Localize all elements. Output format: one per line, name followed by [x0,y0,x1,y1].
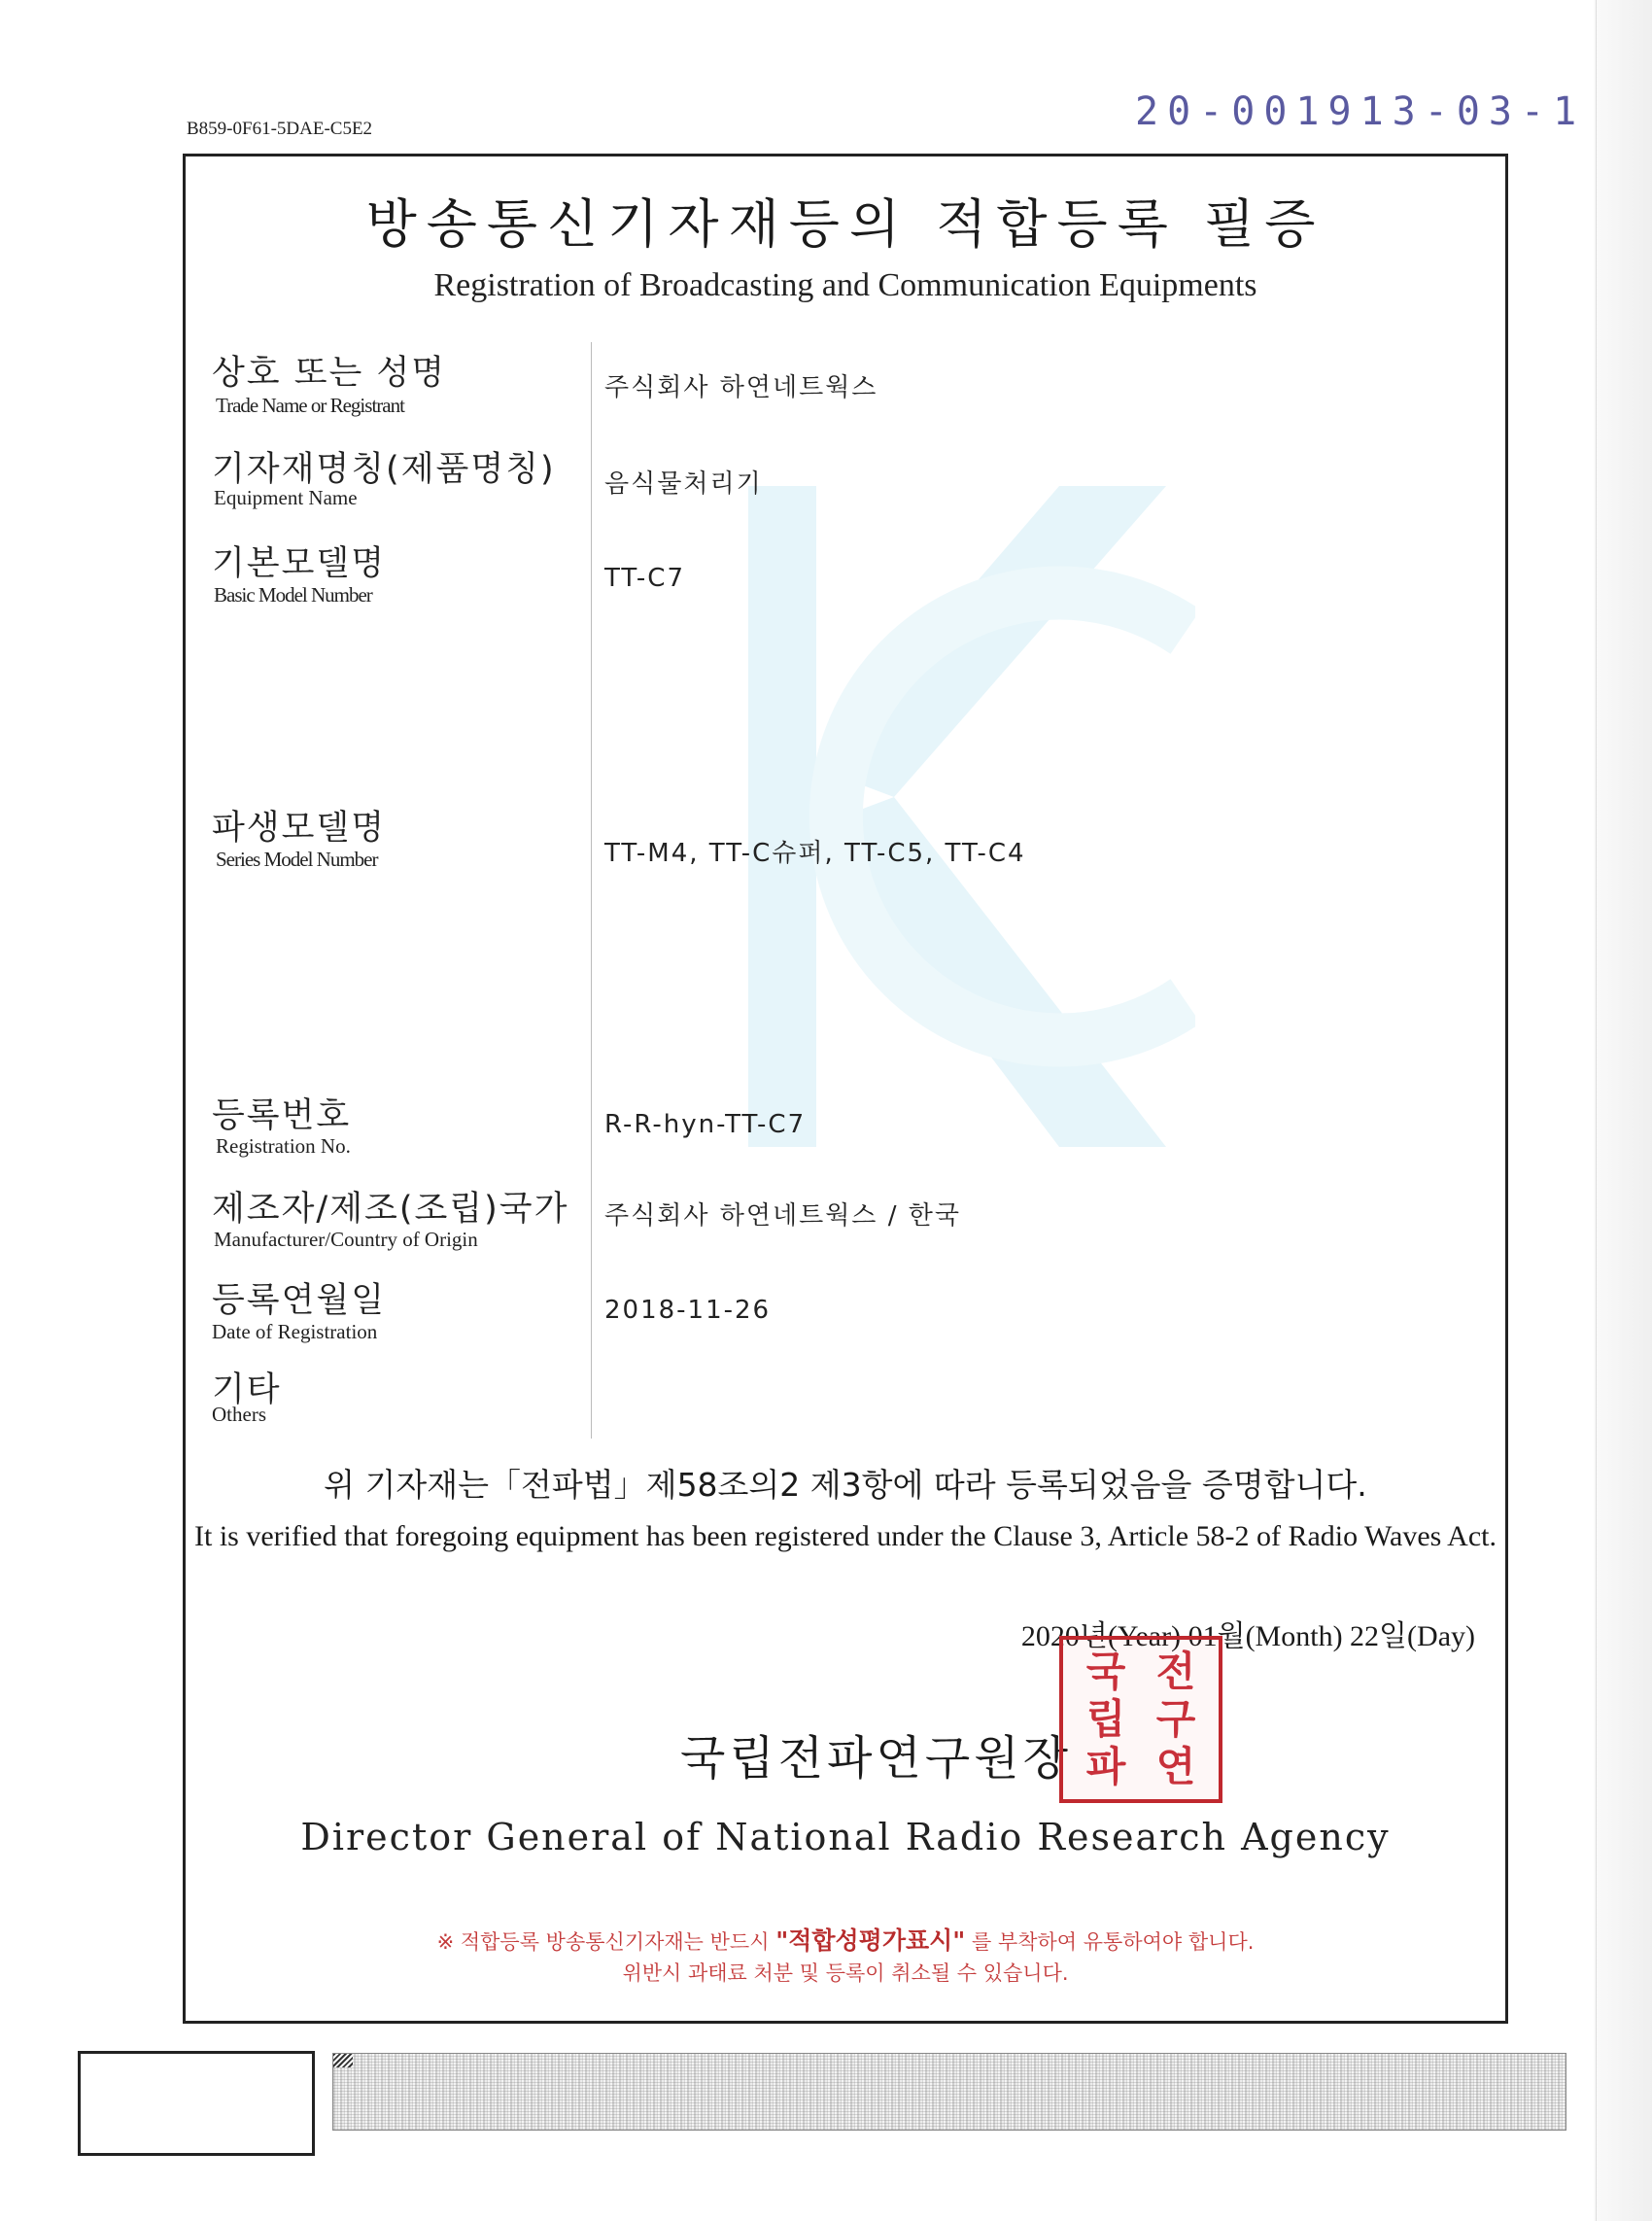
official-seal-stamp [1059,1636,1222,1803]
issue-date: 2020년(Year) 01월(Month) 22일(Day) [1020,1620,1475,1652]
statement-korean: 위 기자재는「전파법」제58조의2 제3항에 따라 등록되었음을 증명합니다. [324,1466,1367,1504]
seal-character: 파 [1085,1743,1126,1791]
field-label-korean: 상호 또는 성명 [212,354,447,393]
barcode-corner-mark [333,2054,353,2067]
seal-character: 구 [1155,1694,1196,1743]
barcode-pattern [333,2054,1566,2130]
statement-english: It is verified that foregoing equipment has been registered under the Clause 3, Article 58-2 of Radio Waves Act. [194,1520,1497,1552]
page-edge-shadow [1594,0,1652,2221]
field-label-korean: 기자재명칭(제품명칭) [212,450,556,489]
field-label-korean: 기타 [212,1371,282,1409]
field-label-korean: 기본모델명 [212,544,387,583]
field-label-english: Registration No. [216,1134,351,1158]
field-label-korean: 제조자/제조(조립)국가 [212,1190,569,1229]
signer-title-korean: 국립전파연구원장 [680,1731,1072,1786]
title-english: Registration of Broadcasting and Communication Equipments [433,267,1257,303]
page-edge-line [1596,0,1597,2221]
signer-title-english: Director General of National Radio Research Agency [300,1816,1391,1858]
seal-character: 국 [1085,1647,1126,1695]
field-label-english: Equipment Name [214,486,358,509]
kc-mark-watermark-icon [739,476,1195,1157]
field-value-trade-name: 주식회사 하연네트웍스 [604,373,878,402]
seal-character: 전 [1155,1647,1196,1695]
field-label-english: Date of Registration [212,1320,378,1343]
notice-emphasis: "적합성평가표시" [775,1926,966,1955]
field-value-registration-date: 2018-11-26 [604,1296,772,1325]
certificate-number-stamp: 20-001913-03-1 [1135,89,1586,134]
field-label-english: Series Model Number [216,848,378,871]
field-label-korean: 등록연월일 [212,1281,387,1320]
label-value-divider [591,342,592,1439]
field-label-english: Others [212,1403,266,1426]
notice-line-2: 위반시 과태료 처분 및 등록이 취소될 수 있습니다. [622,1961,1069,1985]
field-value-registration-number: R-R-hyn-TT-C7 [604,1110,807,1139]
field-value-basic-model: TT-C7 [604,564,685,593]
document-id: B859-0F61-5DAE-C5E2 [187,119,373,139]
field-label-korean: 파생모델명 [212,809,387,848]
seal-character: 립 [1085,1694,1126,1743]
notice-line-1 [183,1922,1508,1957]
notice-text: 를 부착하여 유통하여야 합니다. [971,1930,1255,1954]
field-label-english: Trade Name or Registrant [216,394,404,417]
title-korean: 방송통신기자재등의 적합등록 필증 [365,193,1325,255]
notice-text: ※ 적합등록 방송통신기자재는 반드시 [436,1930,770,1954]
security-barcode-strip [332,2053,1566,2131]
field-label-english: Basic Model Number [214,583,372,607]
field-value-equipment-name: 음식물처리기 [604,469,763,499]
seal-character: 연 [1155,1743,1196,1791]
field-value-series-model: TT-M4, TT-C슈퍼, TT-C5, TT-C4 [604,839,1026,868]
field-label-english: Manufacturer/Country of Origin [214,1228,478,1251]
field-value-manufacturer-country: 주식회사 하연네트웍스 / 한국 [604,1201,961,1231]
field-label-korean: 등록번호 [212,1096,352,1135]
footer-empty-box [78,2051,315,2156]
